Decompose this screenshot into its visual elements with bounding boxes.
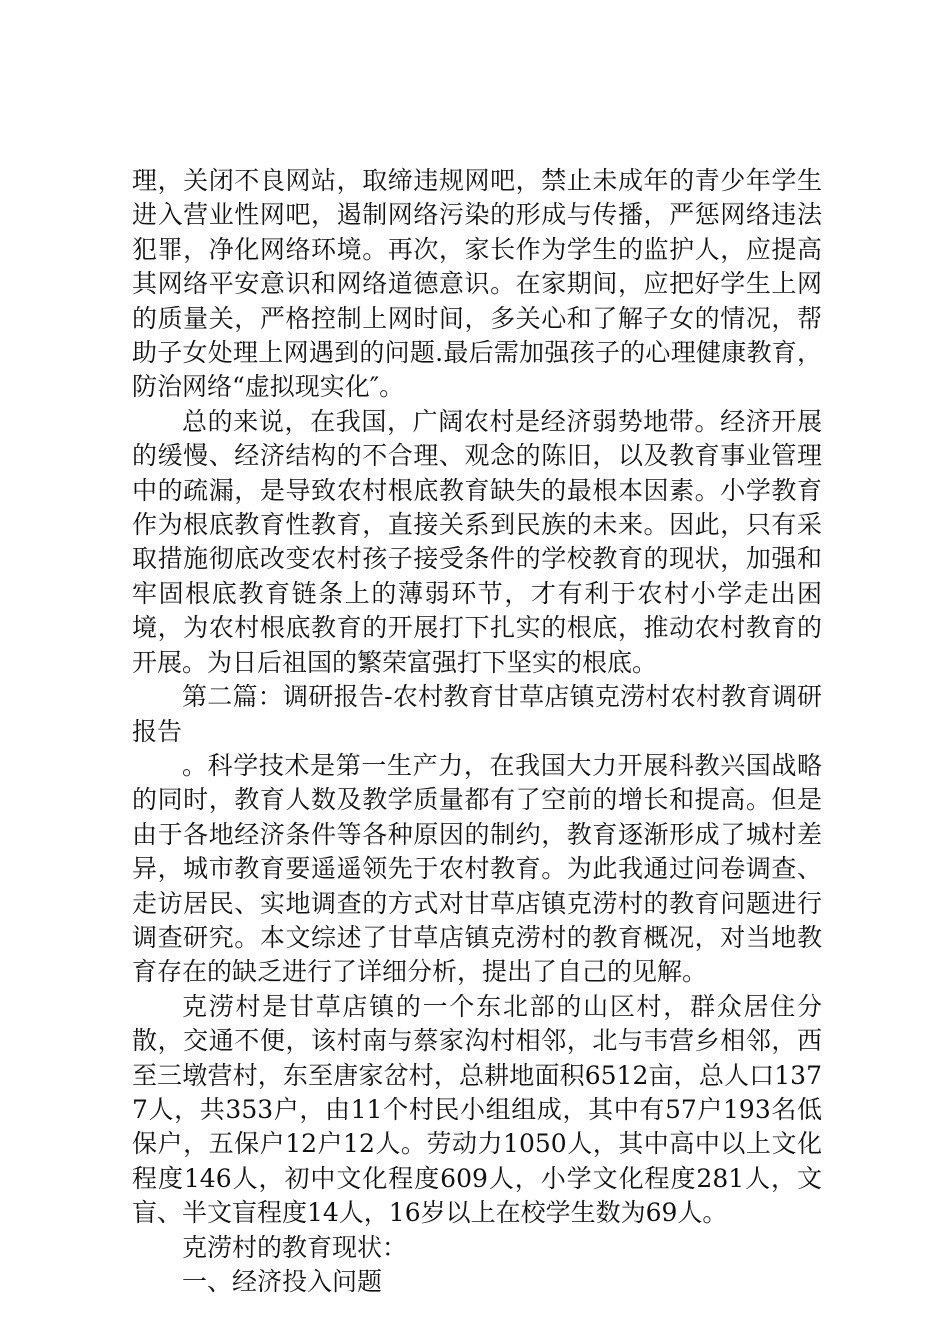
paragraph-intro: 。科学技术是第一生产力，在我国大力开展科教兴国战略的同时，教育人数及教学质量都有了空前的增长和提高。但是由于各地经济条件等各种原因的制约，教育逐渐形成了城村差异，城市教育要遥遥领先于农村教育。为此我通过问卷调查、走访居民、实地调查的方式对甘草店镇克涝村的教育问题进行调查研究。本文综述了甘草店镇克涝村的教育概况，对当地教育存在的缺乏进行了详细分析，提出了自己的见解。 <box>132 750 822 987</box>
subheading-economic-investment: 一、经济投入问题 <box>182 1267 383 1296</box>
section-heading: 第二篇：调研报告-农村教育甘草店镇克涝村农村教育调研报告 <box>132 682 822 746</box>
subheading-education-status: 克涝村的教育现状： <box>182 1232 408 1262</box>
paragraph-continuation: 理，关闭不良网站，取缔违规网吧，禁止未成年的青少年学生进入营业性网吧，遏制网络污染的形成与传播，严惩网络违法犯罪，净化网络环境。再次，家长作为学生的监护人，应提高其网络平安意识和网络道德意识。在家期间，应把好学生上网的质量关，严格控制上网时间，多关心和了解子女的情况，帮助子女处理上网遇到的问题.最后需加强孩子的心理健康教育，防治网络“虚拟现实化″。 <box>132 166 822 402</box>
paragraph-village-profile: 克涝村是甘草店镇的一个东北部的山区村，群众居住分散，交通不便，该村南与蔡家沟村相邻，北与韦营乡相邻，西至三墩营村，东至唐家岔村，总耕地面积6512亩，总人口1377人，共353户，由11个村民小组组成，其中有57户193名低保户，五保户12户12人。劳动力1050人，其中高中以上文化程度146人，初中文化程度609人，小学文化程度281人，文盲、半文盲程度14人，16岁以上在校学生数为69人。 <box>132 991 822 1228</box>
document-body <box>132 164 822 1299</box>
paragraph-summary: 总的来说，在我国，广阔农村是经济弱势地带。经济开展的缓慢、经济结构的不合理、观念的陈旧，以及教育事业管理中的疏漏，是导致农村根底教育缺失的最根本因素。小学教育作为根底教育性教育，直接关系到民族的未来。因此，只有采取措施彻底改变农村孩子接受条件的学校教育的现状，加强和牢固根底教育链条上的薄弱环节，才有利于农村小学走出困境，为农村根底教育的开展打下扎实的根底，推动农村教育的开展。为日后祖国的繁荣富强打下坚实的根底。 <box>132 406 822 677</box>
